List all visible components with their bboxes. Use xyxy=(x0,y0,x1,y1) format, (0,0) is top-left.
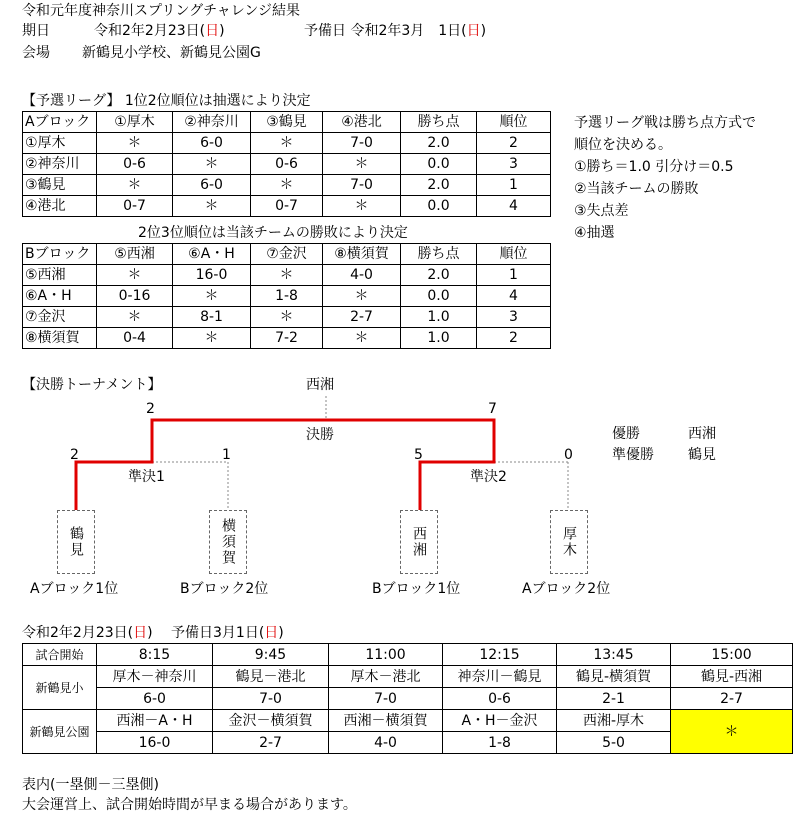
result-cell: ＊ xyxy=(97,133,173,154)
rule-line: ②当該チームの勝敗 xyxy=(574,181,699,197)
footer-note-1: 表内(一塁側－三塁側) xyxy=(22,777,159,793)
b-header-cell: Bブロック xyxy=(23,244,97,265)
reserve-date: 予備日 令和2年3月 1日(日) xyxy=(304,23,487,39)
result-cell: 7-2 xyxy=(251,328,323,349)
score-cell: 2-7 xyxy=(671,688,793,710)
result-cell: 6-0 xyxy=(173,175,251,196)
a-header-cell: ③鶴見 xyxy=(251,112,323,133)
result-cell: 8-1 xyxy=(173,307,251,328)
time-cell: 8:15 xyxy=(97,644,213,666)
match-cell: 鶴見-西湘 xyxy=(671,666,793,688)
block-b-heading: 2位3位順位は当該チームの勝敗により決定 xyxy=(138,225,408,241)
result-cell: ＊ xyxy=(97,265,173,286)
team-name-cell: ③鶴見 xyxy=(23,175,97,196)
match-cell: 西湘-厚木 xyxy=(557,710,671,732)
semi1-left-score: 2 xyxy=(70,447,79,463)
b-header-cell: 勝ち点 xyxy=(401,244,477,265)
time-cell: 13:45 xyxy=(557,644,671,666)
result-cell: ＊ xyxy=(251,307,323,328)
rule-line: 順位を決める。 xyxy=(574,137,672,153)
result-cell: 0.0 xyxy=(401,286,477,307)
result-cell: 1.0 xyxy=(401,307,477,328)
score-cell: 2-7 xyxy=(213,732,329,754)
team-box: 鶴見 xyxy=(57,510,95,574)
team-name-cell: ⑧横須賀 xyxy=(23,328,97,349)
result-cell: 0-6 xyxy=(251,154,323,175)
result-cell: ＊ xyxy=(323,286,401,307)
result-cell: 2 xyxy=(477,328,551,349)
result-cell: 7-0 xyxy=(323,175,401,196)
a-header-cell: Aブロック xyxy=(23,112,97,133)
score-cell: 6-0 xyxy=(97,688,213,710)
time-cell: 15:00 xyxy=(671,644,793,666)
result-cell: ＊ xyxy=(173,286,251,307)
result-cell: 1 xyxy=(477,265,551,286)
score-cell: 7-0 xyxy=(329,688,443,710)
a-header-cell: ④港北 xyxy=(323,112,401,133)
seed-label: Bブロック2位 xyxy=(180,581,269,597)
a-header-cell: 勝ち点 xyxy=(401,112,477,133)
seed-label: Aブロック1位 xyxy=(30,581,119,597)
team-name-cell: ⑤西湘 xyxy=(23,265,97,286)
team-box: 西湘 xyxy=(400,510,438,574)
semi2-label: 準決2 xyxy=(470,469,507,485)
seed-label: Aブロック2位 xyxy=(522,581,611,597)
result-cell: ＊ xyxy=(173,196,251,217)
b-header-cell: ⑦金沢 xyxy=(251,244,323,265)
semi1-right-score: 1 xyxy=(222,447,231,463)
time-cell: 12:15 xyxy=(443,644,557,666)
match-cell: 神奈川－鶴見 xyxy=(443,666,557,688)
result-cell: 0-7 xyxy=(97,196,173,217)
result-cell: 0-16 xyxy=(97,286,173,307)
winner-label: 優勝 xyxy=(612,426,640,442)
empty-slot-cell: ＊ xyxy=(671,710,793,754)
result-cell: 1.0 xyxy=(401,328,477,349)
result-cell: 6-0 xyxy=(173,133,251,154)
match-cell: 鶴見-横須賀 xyxy=(557,666,671,688)
winner-team: 西湘 xyxy=(688,426,716,442)
result-cell: 3 xyxy=(477,307,551,328)
match-cell: 鶴見－港北 xyxy=(213,666,329,688)
time-cell: 9:45 xyxy=(213,644,329,666)
score-cell: 4-0 xyxy=(329,732,443,754)
a-header-cell: ②神奈川 xyxy=(173,112,251,133)
result-cell: 7-0 xyxy=(323,133,401,154)
match-cell: 西湘－A・H xyxy=(97,710,213,732)
result-cell: ＊ xyxy=(251,265,323,286)
result-cell: ＊ xyxy=(323,154,401,175)
semi2-right-score: 0 xyxy=(564,447,573,463)
b-header-cell: 順位 xyxy=(477,244,551,265)
result-cell: 0-6 xyxy=(97,154,173,175)
result-cell: ＊ xyxy=(251,175,323,196)
team-name-cell: ⑦金沢 xyxy=(23,307,97,328)
team-box: 厚木 xyxy=(550,510,588,574)
result-cell: 2.0 xyxy=(401,265,477,286)
final-left-score: 2 xyxy=(146,401,155,417)
venue-value: 新鶴見小学校、新鶴見公園G xyxy=(82,45,261,61)
footer-note-2: 大会運営上、試合開始時間が早まる場合があります。 xyxy=(22,797,357,813)
rule-line: 予選リーグ戦は勝ち点方式で xyxy=(574,115,756,131)
result-cell: ＊ xyxy=(323,328,401,349)
period-value: 令和2年2月23日(日) xyxy=(94,23,225,39)
schedule-table xyxy=(22,643,793,754)
b-header-cell: ⑧横須賀 xyxy=(323,244,401,265)
page-title: 令和元年度神奈川スプリングチャレンジ結果 xyxy=(22,3,301,19)
final-right-score: 7 xyxy=(488,401,497,417)
b-header-cell: ⑥A・H xyxy=(173,244,251,265)
team-name-cell: ⑥A・H xyxy=(23,286,97,307)
match-cell: 厚木－港北 xyxy=(329,666,443,688)
score-cell: 5-0 xyxy=(557,732,671,754)
time-cell: 11:00 xyxy=(329,644,443,666)
match-cell: 厚木－神奈川 xyxy=(97,666,213,688)
result-cell: ＊ xyxy=(173,328,251,349)
result-cell: ＊ xyxy=(97,175,173,196)
prelim-heading: 【予選リーグ】 1位2位順位は抽選により決定 xyxy=(22,93,311,109)
result-cell: 2-7 xyxy=(323,307,401,328)
result-cell: 2.0 xyxy=(401,175,477,196)
score-cell: 7-0 xyxy=(213,688,329,710)
result-cell: 3 xyxy=(477,154,551,175)
team-name-cell: ②神奈川 xyxy=(23,154,97,175)
result-cell: 1 xyxy=(477,175,551,196)
rule-line: ④抽選 xyxy=(574,225,615,241)
result-cell: ＊ xyxy=(97,307,173,328)
a-header-cell: 順位 xyxy=(477,112,551,133)
result-cell: 2.0 xyxy=(401,133,477,154)
venue1-label: 新鶴見小 xyxy=(23,666,97,710)
match-cell: A・H－金沢 xyxy=(443,710,557,732)
semi2-left-score: 5 xyxy=(414,447,423,463)
b-header-cell: ⑤西湘 xyxy=(97,244,173,265)
start-label: 試合開始 xyxy=(23,644,97,666)
result-cell: 16-0 xyxy=(173,265,251,286)
semi1-label: 準決1 xyxy=(128,469,165,485)
result-cell: 0-7 xyxy=(251,196,323,217)
match-cell: 金沢－横須賀 xyxy=(213,710,329,732)
score-cell: 0-6 xyxy=(443,688,557,710)
team-box: 横須賀 xyxy=(209,510,247,574)
result-cell: 1-8 xyxy=(251,286,323,307)
rule-line: ①勝ち＝1.0 引分け＝0.5 xyxy=(574,159,734,175)
team-name-cell: ④港北 xyxy=(23,196,97,217)
result-cell: 4 xyxy=(477,286,551,307)
schedule-date: 令和2年2月23日(日) 予備日3月1日(日) xyxy=(22,625,284,641)
score-cell: 2-1 xyxy=(557,688,671,710)
a-header-cell: ①厚木 xyxy=(97,112,173,133)
result-cell: 0.0 xyxy=(401,196,477,217)
match-cell: 西湘－横須賀 xyxy=(329,710,443,732)
seed-label: Bブロック1位 xyxy=(372,581,461,597)
result-cell: 0.0 xyxy=(401,154,477,175)
result-cell: ＊ xyxy=(251,133,323,154)
final-label: 決勝 xyxy=(306,427,334,443)
period-label: 期日 xyxy=(22,23,50,39)
team-name-cell: ①厚木 xyxy=(23,133,97,154)
venue-label: 会場 xyxy=(22,45,50,61)
runner-label: 準優勝 xyxy=(612,447,654,463)
result-cell: 4-0 xyxy=(323,265,401,286)
venue2-label: 新鶴見公園 xyxy=(23,710,97,754)
result-cell: 2 xyxy=(477,133,551,154)
result-cell: 0-4 xyxy=(97,328,173,349)
tournament-champion: 西湘 xyxy=(306,377,334,393)
result-cell: ＊ xyxy=(173,154,251,175)
result-cell: ＊ xyxy=(323,196,401,217)
score-cell: 1-8 xyxy=(443,732,557,754)
tournament-heading: 【決勝トーナメント】 xyxy=(22,377,162,393)
result-cell: 4 xyxy=(477,196,551,217)
rule-line: ③失点差 xyxy=(574,203,629,219)
runner-team: 鶴見 xyxy=(688,447,716,463)
score-cell: 16-0 xyxy=(97,732,213,754)
